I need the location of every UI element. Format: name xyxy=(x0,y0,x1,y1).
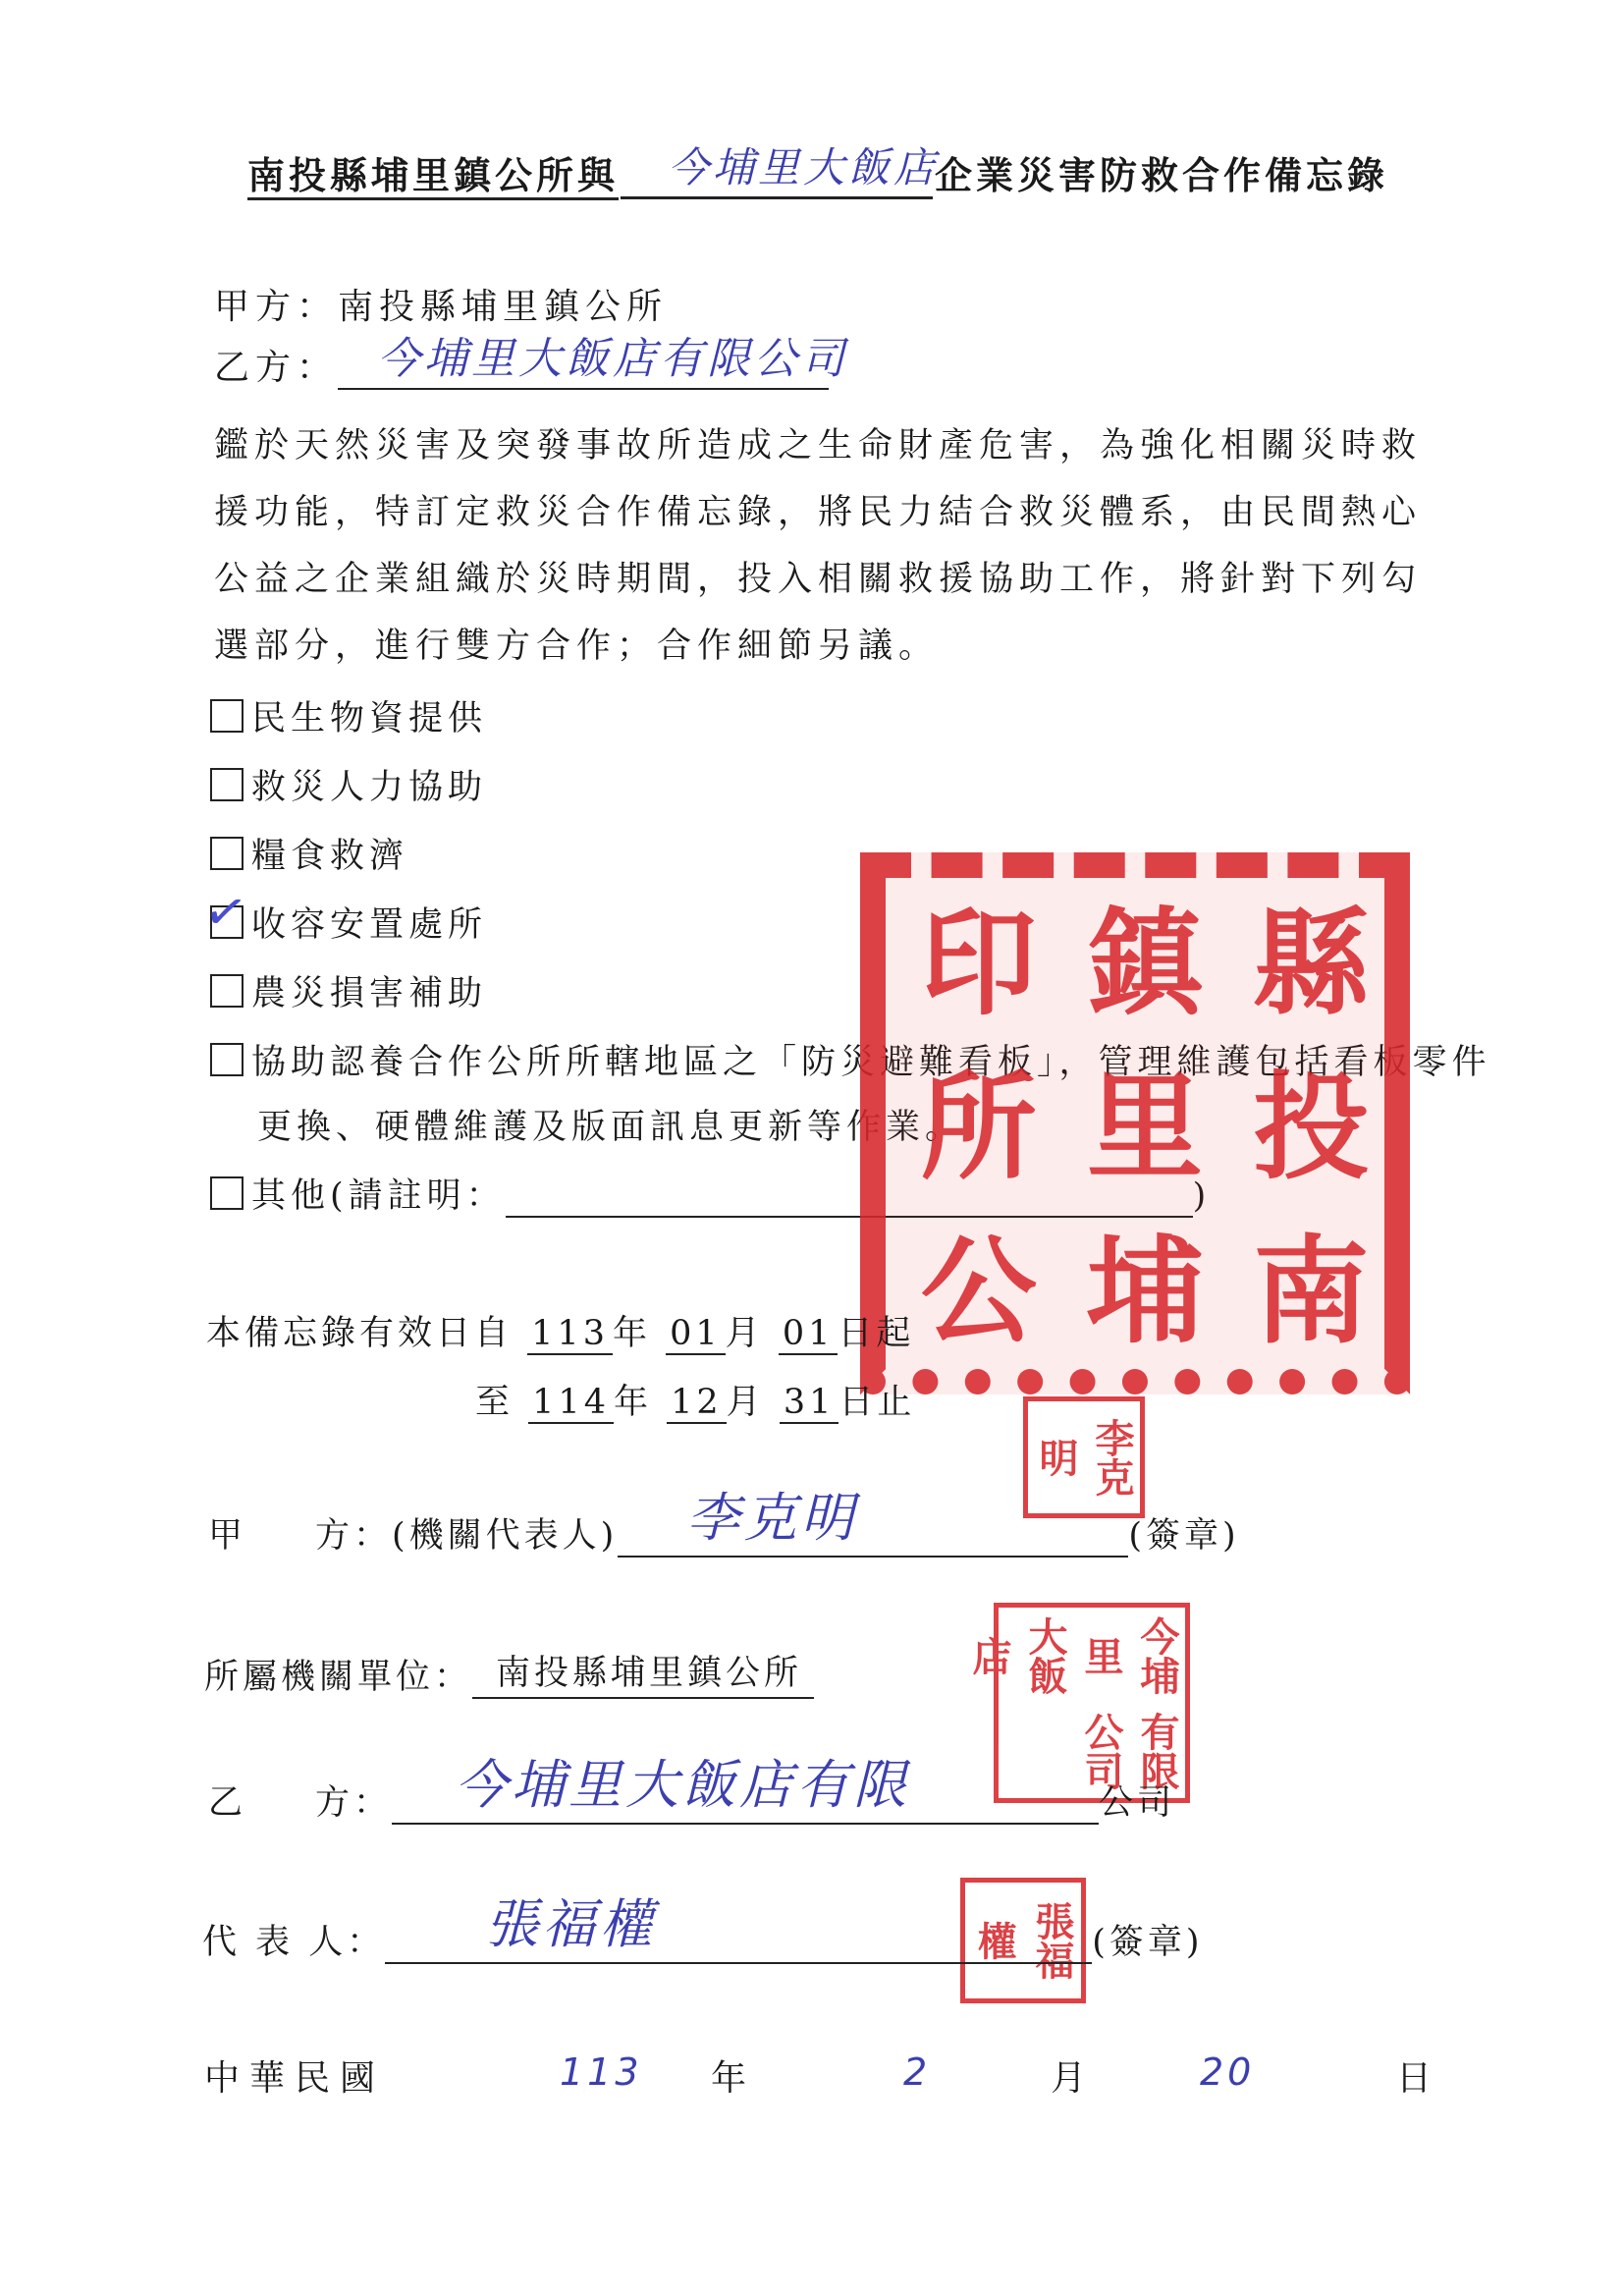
rep-label: 代 表 人： xyxy=(202,1923,386,1962)
start-suffix: 日起 xyxy=(838,1314,915,1353)
title-prefix: 南投縣埔里鎮公所與 xyxy=(247,153,619,200)
option-label: 農災損害補助 xyxy=(251,974,488,1013)
validity-end-prefix: 至 xyxy=(475,1383,514,1422)
checkbox[interactable] xyxy=(210,699,243,733)
office-seal: 南 投 縣 埔 里 鎮 公 所 印 xyxy=(860,852,1410,1394)
party-a-name: 南投縣埔里鎮公所 xyxy=(338,287,669,327)
start-year: 113 xyxy=(527,1314,613,1355)
final-month-unit: 月 xyxy=(1051,2058,1097,2099)
sign-b-label2: 方： xyxy=(315,1783,393,1823)
sign-a-label2: 方：(機關代表人) xyxy=(315,1516,619,1556)
final-year-unit: 年 xyxy=(711,2058,757,2099)
checkbox[interactable] xyxy=(210,974,243,1008)
start-day: 01 xyxy=(779,1314,839,1355)
party-a-label: 甲方： xyxy=(214,287,339,327)
sign-b-row xyxy=(208,1754,1176,1825)
other-close: ) xyxy=(1192,1176,1212,1216)
checkbox[interactable] xyxy=(210,1176,243,1210)
party-a-line xyxy=(214,279,668,329)
title-suffix: 企業災害防救合作備忘錄 xyxy=(935,153,1389,197)
party-b-field xyxy=(338,334,849,390)
end-day: 31 xyxy=(780,1383,839,1424)
option-shelter[interactable] xyxy=(199,880,488,947)
sign-a-row xyxy=(208,1487,1240,1558)
end-year: 114 xyxy=(528,1383,614,1424)
party-b-line xyxy=(214,334,849,390)
sign-b-label1: 乙 xyxy=(208,1783,247,1823)
option-agri-aid[interactable] xyxy=(210,966,487,1015)
checkmark-icon: ✓ xyxy=(199,880,257,947)
rep-line xyxy=(385,1893,1092,1964)
final-year: 113 xyxy=(560,2050,643,2094)
year-unit: 年 xyxy=(613,1383,652,1422)
sign-b-handwritten: 今埔里大飯店有限 xyxy=(455,1754,911,1816)
option-label: 救災人力協助 xyxy=(251,768,488,807)
month-unit: 月 xyxy=(726,1383,765,1422)
document-title xyxy=(247,145,1388,199)
option-supplies[interactable] xyxy=(210,691,487,740)
year-unit: 年 xyxy=(612,1314,651,1353)
final-day: 20 xyxy=(1200,2050,1256,2094)
party-b-label: 乙方： xyxy=(214,348,339,388)
title-handwritten-partner: 今埔里大飯店 xyxy=(668,143,940,191)
validity-end xyxy=(475,1375,915,1424)
start-month: 01 xyxy=(666,1314,726,1355)
sign-a-suffix: (簽章) xyxy=(1128,1516,1240,1556)
sign-b-suffix: 公司 xyxy=(1099,1783,1176,1823)
checkbox-checked[interactable] xyxy=(199,880,257,947)
option-label: 糧食救濟 xyxy=(251,837,409,876)
sign-a-label1: 甲 xyxy=(208,1516,247,1556)
agency-value: 南投縣埔里鎮公所 xyxy=(496,1654,803,1693)
end-suffix: 日止 xyxy=(839,1383,916,1422)
end-month: 12 xyxy=(667,1383,727,1424)
checkbox[interactable] xyxy=(210,1043,243,1076)
representative-seal: 張福 權 xyxy=(960,1878,1086,2003)
sign-b-line xyxy=(392,1754,1099,1825)
rep-row xyxy=(202,1893,1204,1964)
final-date-label: 中華民國 xyxy=(204,2058,386,2099)
final-month: 2 xyxy=(903,2050,932,2094)
intro-paragraph: 鑑於天然災害及突發事故所造成之生命財產危害，為強化相關災時救援功能，特訂定救災合作備忘錄，將民力結合救災體系，由民間熱心公益之企業組織於災時期間，投入相關救援協助工作，將針對下列勾選部分，進行雙方合作；合作細節另議。 xyxy=(214,426,1423,666)
agency-label: 所屬機關單位： xyxy=(204,1658,473,1697)
option-label: 協助認養合作公所所轄地區之「防災避難看板」，管理維護包括看板零件 xyxy=(251,1043,1491,1082)
mayor-seal: 李克 明 xyxy=(1023,1396,1145,1518)
rep-suffix: (簽章) xyxy=(1092,1923,1204,1962)
rep-signature: 張福權 xyxy=(485,1893,657,1955)
sign-a-signature: 李克明 xyxy=(686,1487,858,1549)
other-label: 其他(請註明： xyxy=(251,1176,506,1216)
option-label: 收容安置處所 xyxy=(251,905,488,945)
option-signboard-cont: 更換、硬體維護及版面訊息更新等作業。 xyxy=(257,1108,965,1147)
sign-a-line xyxy=(618,1487,1128,1558)
final-day-unit: 日 xyxy=(1396,2058,1442,2099)
checkbox[interactable] xyxy=(210,768,243,801)
validity-start xyxy=(206,1306,914,1355)
checkbox[interactable] xyxy=(210,837,243,870)
validity-start-prefix: 本備忘錄有效日自 xyxy=(206,1314,514,1353)
option-manpower[interactable] xyxy=(210,760,487,809)
company-seal: 今埔里 大飯店 有限公司 xyxy=(994,1603,1190,1803)
option-label: 民生物資提供 xyxy=(251,699,488,738)
party-b-handwritten: 今埔里大飯店有限公司 xyxy=(377,334,849,384)
agency-row xyxy=(204,1650,814,1699)
option-food[interactable] xyxy=(210,829,408,878)
title-blank xyxy=(621,143,940,199)
agency-line xyxy=(472,1654,814,1699)
month-unit: 月 xyxy=(725,1314,764,1353)
